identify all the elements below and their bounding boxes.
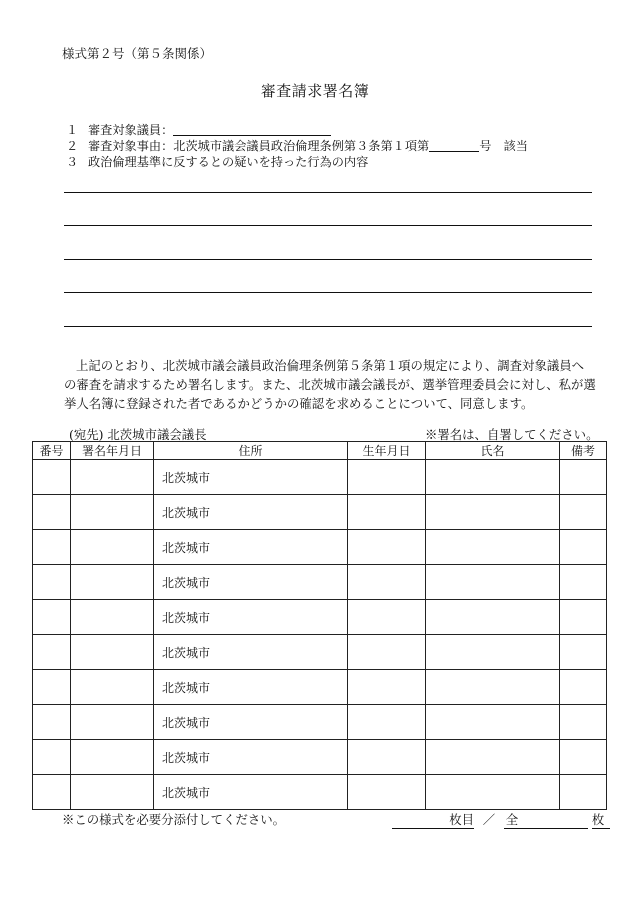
sign-date-cell[interactable] xyxy=(71,565,154,600)
header-remarks: 備考 xyxy=(560,442,607,460)
header-number: 番号 xyxy=(33,442,71,460)
name-cell[interactable] xyxy=(426,460,560,495)
number-cell[interactable] xyxy=(33,635,71,670)
page-separator: ／ xyxy=(482,812,496,827)
birth-date-cell[interactable] xyxy=(348,530,426,565)
header-address: 住所 xyxy=(154,442,348,460)
sheet-number-field[interactable] xyxy=(392,810,474,829)
header-name: 氏名 xyxy=(426,442,560,460)
remarks-cell[interactable] xyxy=(560,495,607,530)
birth-date-cell[interactable] xyxy=(348,635,426,670)
item-2 xyxy=(66,137,528,154)
item-number-blank[interactable] xyxy=(429,139,479,152)
number-cell[interactable] xyxy=(33,495,71,530)
footer-note: ※この様式を必要分添付してください。 xyxy=(62,812,286,827)
conduct-line-3[interactable] xyxy=(64,259,592,260)
name-cell[interactable] xyxy=(426,530,560,565)
address-cell[interactable]: 北茨城市 xyxy=(154,705,348,740)
signature-table xyxy=(32,441,607,810)
address-cell[interactable]: 北茨城市 xyxy=(154,460,348,495)
addressee: (宛先) 北茨城市議会議長 xyxy=(69,427,207,442)
conduct-line-5[interactable] xyxy=(64,326,592,327)
remarks-cell[interactable] xyxy=(560,775,607,810)
table-row xyxy=(33,495,607,530)
target-member-blank[interactable] xyxy=(173,123,331,136)
name-cell[interactable] xyxy=(426,705,560,740)
number-cell[interactable] xyxy=(33,460,71,495)
table-header-row xyxy=(33,442,607,460)
name-cell[interactable] xyxy=(426,670,560,705)
count-label: 枚 xyxy=(592,810,610,829)
address-cell[interactable]: 北茨城市 xyxy=(154,530,348,565)
birth-date-cell[interactable] xyxy=(348,740,426,775)
table-row xyxy=(33,460,607,495)
address-cell[interactable]: 北茨城市 xyxy=(154,635,348,670)
table-row xyxy=(33,600,607,635)
conduct-line-2[interactable] xyxy=(64,225,592,226)
sign-date-cell[interactable] xyxy=(71,530,154,565)
page-count xyxy=(392,810,610,829)
conduct-line-4[interactable] xyxy=(64,292,592,293)
remarks-cell[interactable] xyxy=(560,460,607,495)
remarks-cell[interactable] xyxy=(560,565,607,600)
address-cell[interactable]: 北茨城市 xyxy=(154,565,348,600)
sign-date-cell[interactable] xyxy=(71,460,154,495)
number-cell[interactable] xyxy=(33,670,71,705)
table-row xyxy=(33,635,607,670)
birth-date-cell[interactable] xyxy=(348,460,426,495)
address-cell[interactable]: 北茨城市 xyxy=(154,740,348,775)
header-birth-date: 生年月日 xyxy=(348,442,426,460)
sign-note: ※署名は、自署してください。 xyxy=(425,427,599,442)
address-cell[interactable]: 北茨城市 xyxy=(154,495,348,530)
birth-date-cell[interactable] xyxy=(348,495,426,530)
sign-date-cell[interactable] xyxy=(71,740,154,775)
total-label: 全 xyxy=(505,812,519,827)
item-3 xyxy=(66,153,368,170)
number-cell[interactable] xyxy=(33,740,71,775)
form-number: 様式第２号（第５条関係） xyxy=(62,46,213,61)
total-count-field[interactable] xyxy=(504,810,588,829)
birth-date-cell[interactable] xyxy=(348,705,426,740)
sign-date-cell[interactable] xyxy=(71,635,154,670)
item-text-suffix: 号 該当 xyxy=(479,139,528,153)
sign-date-cell[interactable] xyxy=(71,600,154,635)
item-1 xyxy=(66,121,331,138)
sign-date-cell[interactable] xyxy=(71,775,154,810)
remarks-cell[interactable] xyxy=(560,705,607,740)
conduct-line-1[interactable] xyxy=(64,192,592,193)
item-text: 審査対象議員： xyxy=(88,123,174,137)
table-row xyxy=(33,670,607,705)
name-cell[interactable] xyxy=(426,740,560,775)
sign-date-cell[interactable] xyxy=(71,670,154,705)
item-number: １ xyxy=(66,123,79,137)
name-cell[interactable] xyxy=(426,565,560,600)
number-cell[interactable] xyxy=(33,565,71,600)
item-text: 政治倫理基準に反するとの疑いを持った行為の内容 xyxy=(88,155,369,169)
address-cell[interactable]: 北茨城市 xyxy=(154,600,348,635)
sign-date-cell[interactable] xyxy=(71,705,154,740)
statement-paragraph: 上記のとおり、北茨城市議会議員政治倫理条例第５条第１項の規定により、調査対象議員への審査を請求するため署名します。また、北茨城市議会議長が、選挙管理委員会に対し、私が選挙人名簿に登録された者であるかどうかの確認を求めることについて、同意します。 xyxy=(64,358,596,411)
name-cell[interactable] xyxy=(426,600,560,635)
sign-date-cell[interactable] xyxy=(71,495,154,530)
name-cell[interactable] xyxy=(426,495,560,530)
table-row xyxy=(33,740,607,775)
table-row xyxy=(33,530,607,565)
number-cell[interactable] xyxy=(33,775,71,810)
remarks-cell[interactable] xyxy=(560,600,607,635)
birth-date-cell[interactable] xyxy=(348,775,426,810)
item-number: ２ xyxy=(66,139,79,153)
birth-date-cell[interactable] xyxy=(348,600,426,635)
birth-date-cell[interactable] xyxy=(348,565,426,600)
page-title: 審査請求署名簿 xyxy=(260,82,370,100)
number-cell[interactable] xyxy=(33,600,71,635)
remarks-cell[interactable] xyxy=(560,740,607,775)
birth-date-cell[interactable] xyxy=(348,670,426,705)
header-sign-date: 署名年月日 xyxy=(71,442,154,460)
table-row xyxy=(33,775,607,810)
sheet-label: 枚目 xyxy=(449,812,474,827)
remarks-cell[interactable] xyxy=(560,635,607,670)
item-text: 審査対象事由：北茨城市議会議員政治倫理条例第３条第１項第 xyxy=(88,139,430,153)
number-cell[interactable] xyxy=(33,705,71,740)
number-cell[interactable] xyxy=(33,530,71,565)
item-number: ３ xyxy=(66,155,79,169)
remarks-cell[interactable] xyxy=(560,530,607,565)
remarks-cell[interactable] xyxy=(560,670,607,705)
address-cell[interactable]: 北茨城市 xyxy=(154,775,348,810)
name-cell[interactable] xyxy=(426,775,560,810)
table-row xyxy=(33,705,607,740)
name-cell[interactable] xyxy=(426,635,560,670)
address-cell[interactable]: 北茨城市 xyxy=(154,670,348,705)
table-row xyxy=(33,565,607,600)
